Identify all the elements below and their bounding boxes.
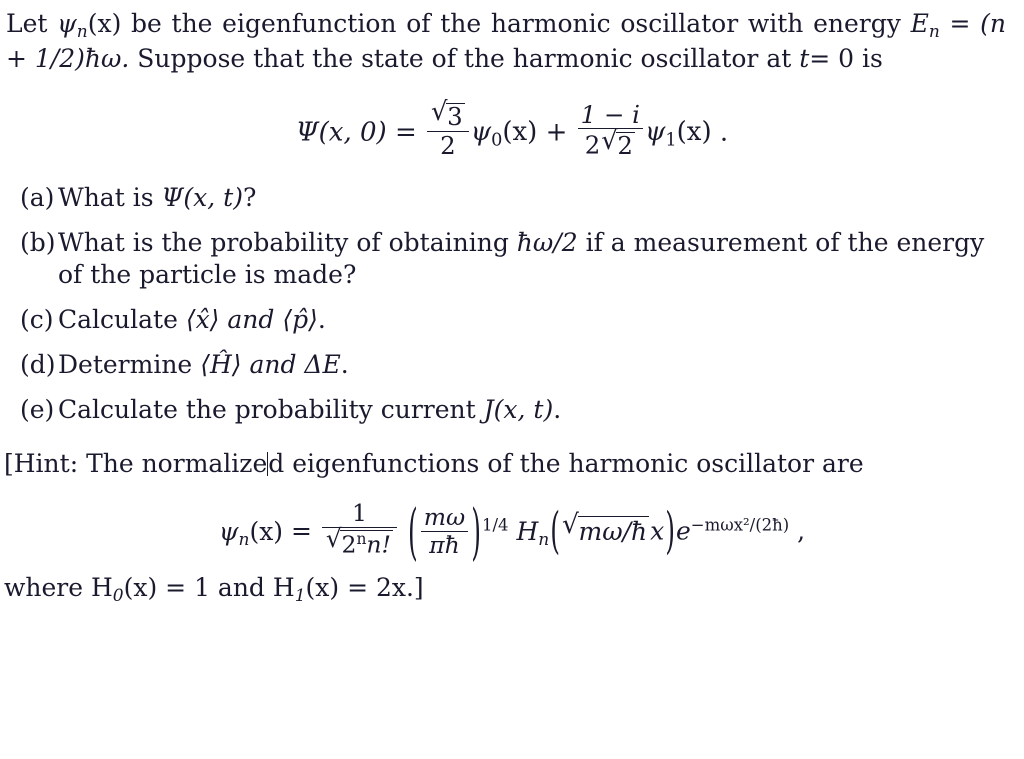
part-text-a: What is Ψ(x, t)?	[58, 183, 257, 213]
psi-zero: $\psi_0(x)$	[470, 117, 538, 151]
hint-opening	[4, 448, 1006, 481]
intro-text-3: Suppose that the state of the harmonic oscillator	[137, 44, 759, 74]
energy-symbol: $E_n$	[910, 9, 940, 43]
problem-statement	[6, 8, 1006, 76]
exponential-base: e	[676, 516, 691, 546]
hermite-arg-x: x	[650, 516, 665, 546]
psi-n-symbol: $\psi_n(x)$	[57, 9, 122, 43]
quarter-power: 1/4	[481, 515, 509, 535]
equation-equals: =	[394, 117, 417, 148]
intro-text-4: at	[766, 44, 792, 74]
close-paren: )	[471, 495, 481, 567]
part-text-c: Calculate ⟨x̂⟩ and ⟨p̂⟩.	[58, 305, 326, 335]
part-text-b: What is the probability of obtaining ħω/2 if a measurement of the energy of the particle is made?	[58, 228, 985, 290]
time-value: = 0	[809, 44, 855, 74]
energy-expression: (n + 1/2)ħω.	[6, 9, 1006, 74]
part-text-d: Determine ⟨Ĥ⟩ and ΔE.	[58, 350, 349, 380]
intro-text-1: Let	[6, 9, 48, 38]
main-equation	[0, 99, 1024, 160]
exponential-exponent: −mωx²/(2ħ)	[690, 515, 790, 535]
time-symbol: t	[799, 44, 810, 74]
hint-opening-rest: d eigenfunctions of the harmonic oscillator are	[268, 449, 864, 479]
intro-text-2: be the eigenfunction of the harmonic oscillator with energy	[131, 9, 901, 38]
psi-one: $\psi_1(x)$	[645, 117, 712, 151]
intro-text-5: is	[862, 44, 883, 74]
hint-closing-mid: (x) = 1 and H	[123, 573, 295, 603]
part-label-b: (b)	[20, 228, 56, 258]
part-a-math: Ψ(x, t)	[161, 183, 243, 213]
hermite-polynomial: $H_n$	[516, 516, 550, 550]
document-page	[0, 8, 1024, 759]
coefficient-two: $\frac{1 - i}{2 √ 2}$	[578, 102, 643, 159]
part-label-a: (a)	[20, 183, 55, 213]
sqrt-argument: √ mω/ħ	[562, 514, 649, 546]
equals-sign: =	[949, 9, 971, 38]
hint-comma: ,	[797, 516, 806, 546]
part-c-math: ⟨x̂⟩ and ⟨p̂⟩	[185, 305, 318, 335]
list-item	[6, 304, 1006, 336]
list-item	[6, 394, 1006, 426]
hermite-close-paren: )	[665, 501, 675, 560]
part-label-c: (c)	[20, 305, 54, 335]
plus-sign: +	[545, 117, 568, 148]
part-label-e: (e)	[20, 395, 55, 425]
normalization-fraction: 1 √ 2$^n$n!	[322, 501, 397, 557]
part-e-math: J(x, t)	[483, 395, 554, 425]
part-d-math: ⟨Ĥ⟩ and ΔE	[200, 350, 341, 380]
wavefunction-lhs: Ψ(x, 0)	[295, 117, 387, 148]
part-label-d: (d)	[20, 350, 56, 380]
part-b-math: ħω/2	[516, 228, 578, 258]
hint-closing-where: where H	[4, 573, 113, 603]
hint-psi-n: $\psi_n(x)$	[218, 516, 284, 550]
hint-opening-text: [Hint: The normalize	[4, 449, 268, 479]
list-item	[6, 349, 1006, 381]
list-item	[6, 182, 1006, 214]
h0-subscript: 0	[112, 586, 124, 607]
mass-frequency-fraction: $\frac{m\omega}{\pi ħ}$	[421, 505, 468, 557]
open-paren: (	[407, 495, 418, 567]
hint-closing-end: (x) = 2x.]	[305, 573, 424, 603]
coefficient-one: √ $\frac{3}{2}$	[427, 102, 469, 159]
hermite-open-paren: (	[550, 501, 560, 560]
hint-closing	[4, 573, 1006, 606]
hint-equals: =	[291, 516, 312, 546]
list-item	[6, 227, 1006, 291]
part-text-e: Calculate the probability current J(x, t).	[58, 395, 562, 425]
hint-equation	[0, 495, 1024, 567]
equation-period: .	[719, 117, 729, 148]
page-bottom-cutoff	[0, 745, 1024, 759]
problem-parts-list	[6, 182, 1006, 426]
h1-subscript: 1	[294, 586, 306, 607]
